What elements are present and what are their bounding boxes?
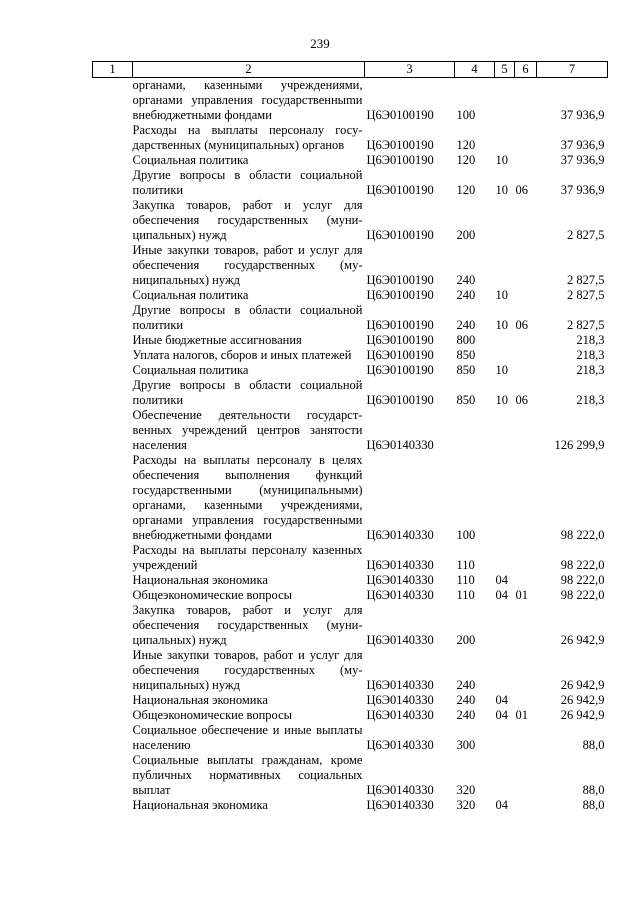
- cell-blank: [93, 78, 133, 124]
- row-name: Социальная политика: [132, 288, 249, 302]
- cell-blank: [93, 198, 133, 243]
- cell-blank: [93, 573, 133, 588]
- header-col-3: 3: [365, 62, 455, 78]
- row-amount: 88,0: [582, 783, 605, 797]
- header-col-1: 1: [93, 62, 133, 78]
- row-name: Расходы на выплаты персоналу казенных учреждений: [132, 543, 363, 572]
- row-expense-type: 240: [456, 288, 476, 302]
- table-row: [93, 288, 608, 303]
- row-subsection: [515, 288, 537, 303]
- budget-table: [92, 61, 608, 813]
- row-code: Ц6Э0100190: [366, 228, 434, 242]
- row-section: [495, 408, 515, 453]
- row-expense-type: 240: [456, 678, 476, 692]
- table-row: [93, 708, 608, 723]
- cell-blank: [93, 543, 133, 573]
- row-amount: 2 827,5: [567, 318, 605, 332]
- table-row: [93, 78, 608, 124]
- row-subsection: [515, 153, 537, 168]
- row-amount: 88,0: [582, 798, 605, 812]
- row-code: Ц6Э0100190: [366, 138, 434, 152]
- row-section: [495, 78, 515, 124]
- table-row: [93, 363, 608, 378]
- row-subsection: [515, 243, 537, 288]
- table-header: [93, 62, 608, 78]
- cell-blank: [93, 603, 133, 648]
- row-amount: 26 942,9: [560, 693, 605, 707]
- row-amount: 37 936,9: [560, 108, 605, 122]
- row-amount: 98 222,0: [560, 558, 605, 572]
- row-name: органами, казенными учреждениями, органами управления государственныmи внебюджетными фондами: [132, 78, 363, 122]
- table-row: [93, 198, 608, 243]
- row-name: Другие вопросы в области социальной политики: [132, 303, 363, 332]
- row-code: Ц6Э0100190: [366, 348, 434, 362]
- row-section: [495, 603, 515, 648]
- row-name: Национальная экономика: [132, 693, 268, 707]
- row-section: 04: [495, 588, 508, 602]
- cell-blank: [93, 723, 133, 753]
- row-name: Социальное обеспечение и иные выплаты населению: [132, 723, 363, 752]
- row-expense-type: 240: [456, 318, 476, 332]
- table-body: [93, 78, 608, 814]
- row-expense-type: 850: [456, 363, 476, 377]
- row-subsection: [515, 603, 537, 648]
- row-subsection: [515, 198, 537, 243]
- row-name: Другие вопросы в области социальной политики: [132, 378, 363, 407]
- row-subsection: 06: [515, 393, 528, 407]
- row-expense-type: 240: [456, 273, 476, 287]
- row-section: 10: [495, 318, 508, 332]
- cell-blank: [93, 708, 133, 723]
- row-code: Ц6Э0100190: [366, 288, 434, 302]
- table-row: [93, 378, 608, 408]
- row-section: [495, 198, 515, 243]
- row-subsection: [515, 123, 537, 153]
- row-subsection: 06: [515, 318, 528, 332]
- table-row: [93, 453, 608, 543]
- row-code: Ц6Э0140330: [366, 588, 434, 602]
- row-subsection: [515, 348, 537, 363]
- table-row: [93, 348, 608, 363]
- row-section: 04: [495, 798, 508, 812]
- row-expense-type: 320: [456, 783, 476, 797]
- row-expense-type: 320: [456, 798, 476, 812]
- row-name: Иные бюджетные ассигнования: [132, 333, 302, 347]
- row-code: Ц6Э0140330: [366, 708, 434, 722]
- row-subsection: [515, 333, 537, 348]
- table-row: [93, 168, 608, 198]
- row-section: [495, 123, 515, 153]
- row-section: [495, 333, 515, 348]
- row-section: 10: [495, 393, 508, 407]
- row-name: Социальная политика: [132, 363, 249, 377]
- row-expense-type: 120: [456, 153, 476, 167]
- cell-blank: [93, 648, 133, 693]
- row-expense-type: 850: [456, 348, 476, 362]
- row-code: Ц6Э0100190: [366, 393, 434, 407]
- table-row: [93, 408, 608, 453]
- row-section: [495, 348, 515, 363]
- row-amount: 26 942,9: [560, 708, 605, 722]
- row-expense-type: 850: [456, 393, 476, 407]
- row-expense-type: 300: [456, 738, 476, 752]
- row-expense-type: 200: [456, 633, 476, 647]
- row-code: Ц6Э0100190: [366, 273, 434, 287]
- row-subsection: [515, 798, 537, 813]
- row-name: Иные закупки товаров, работ и услуг для обеспечения государственных (муниципальных) нужд: [132, 243, 363, 287]
- row-subsection: [515, 693, 537, 708]
- row-subsection: [515, 723, 537, 753]
- row-expense-type: 800: [456, 333, 476, 347]
- header-col-7: 7: [537, 62, 608, 78]
- row-amount: 88,0: [582, 738, 605, 752]
- row-amount: 2 827,5: [567, 288, 605, 302]
- row-subsection: [515, 573, 537, 588]
- row-subsection: [515, 408, 537, 453]
- cell-blank: [93, 243, 133, 288]
- table-row: [93, 333, 608, 348]
- row-code: Ц6Э0140330: [366, 633, 434, 647]
- row-expense-type: 240: [456, 708, 476, 722]
- row-subsection: [515, 648, 537, 693]
- cell-blank: [93, 588, 133, 603]
- row-subsection: [515, 543, 537, 573]
- row-name: Другие вопросы в области социальной политики: [132, 168, 363, 197]
- row-code: Ц6Э0100190: [366, 153, 434, 167]
- row-section: 04: [495, 708, 508, 722]
- row-name: Обеспечение деятельности государственных учреждений центров занятости населения: [132, 408, 363, 452]
- table-row: [93, 123, 608, 153]
- row-amount: 37 936,9: [560, 183, 605, 197]
- row-section: [495, 543, 515, 573]
- row-subsection: [515, 453, 537, 543]
- cell-blank: [93, 153, 133, 168]
- row-subsection: 06: [515, 183, 528, 197]
- row-name: Расходы на выплаты персоналу в целях обеспечения выполнения функций государственными (муниципальными) органами, казенными учреждениями, органами управления государственными внебюджетными фондами: [132, 453, 363, 542]
- row-section: 10: [495, 288, 508, 302]
- row-section: 10: [495, 363, 508, 377]
- row-name: Уплата налогов, сборов и иных платежей: [132, 348, 352, 362]
- cell-blank: [93, 288, 133, 303]
- row-amount: 126 299,9: [554, 438, 605, 452]
- row-expense-type: 120: [456, 138, 476, 152]
- page-number: 239: [310, 36, 330, 51]
- row-name: Иные закупки товаров, работ и услуг для обеспечения государственных (муниципальных) нужд: [132, 648, 363, 692]
- row-section: 10: [495, 153, 508, 167]
- row-amount: 2 827,5: [567, 273, 605, 287]
- row-code: Ц6Э0140330: [366, 783, 434, 797]
- cell-blank: [93, 408, 133, 453]
- row-expense-type: 200: [456, 228, 476, 242]
- row-expense-type: [455, 408, 495, 453]
- row-amount: 37 936,9: [560, 138, 605, 152]
- row-code: Ц6Э0100190: [366, 333, 434, 347]
- row-code: Ц6Э0140330: [366, 528, 434, 542]
- cell-blank: [93, 168, 133, 198]
- row-name: Расходы на выплаты персоналу государственных (муниципальных) органов: [132, 123, 363, 152]
- row-amount: 37 936,9: [560, 153, 605, 167]
- row-name: Социальная политика: [132, 153, 249, 167]
- header-col-5: 5: [495, 62, 515, 78]
- row-section: [495, 243, 515, 288]
- row-code: Ц6Э0140330: [366, 678, 434, 692]
- row-code: Ц6Э0140330: [366, 798, 434, 812]
- table-row: [93, 648, 608, 693]
- table-row: [93, 573, 608, 588]
- row-expense-type: 120: [456, 183, 476, 197]
- row-amount: 218,3: [576, 333, 605, 347]
- row-code: Ц6Э0100190: [366, 183, 434, 197]
- row-section: 10: [495, 183, 508, 197]
- table-row: [93, 798, 608, 813]
- row-section: [495, 453, 515, 543]
- row-name: Общеэкономические вопросы: [132, 588, 293, 602]
- row-expense-type: 110: [456, 558, 475, 572]
- table-row: [93, 303, 608, 333]
- cell-blank: [93, 693, 133, 708]
- row-name: Закупка товаров, работ и услуг для обеспечения государственных (муниципальных) нужд: [132, 198, 363, 242]
- row-section: [495, 648, 515, 693]
- row-subsection: 01: [515, 588, 528, 602]
- row-code: Ц6Э0140330: [366, 558, 434, 572]
- table-row: [93, 723, 608, 753]
- row-section: 04: [495, 573, 508, 587]
- row-expense-type: 110: [456, 588, 475, 602]
- row-section: [495, 753, 515, 798]
- row-amount: 98 222,0: [560, 588, 605, 602]
- row-code: Ц6Э0100190: [366, 318, 434, 332]
- cell-blank: [93, 363, 133, 378]
- row-subsection: [515, 78, 537, 124]
- row-code: Ц6Э0140330: [366, 693, 434, 707]
- row-subsection: [515, 363, 537, 378]
- cell-blank: [93, 333, 133, 348]
- table-row: [93, 153, 608, 168]
- table-row: [93, 588, 608, 603]
- row-code: Ц6Э0100190: [366, 108, 434, 122]
- table-row: [93, 603, 608, 648]
- header-col-2: 2: [133, 62, 365, 78]
- row-amount: 2 827,5: [567, 228, 605, 242]
- row-code: Ц6Э0140330: [366, 738, 434, 752]
- row-amount: 26 942,9: [560, 633, 605, 647]
- row-code: Ц6Э0140330: [366, 438, 434, 452]
- row-amount: 26 942,9: [560, 678, 605, 692]
- cell-blank: [93, 378, 133, 408]
- cell-blank: [93, 303, 133, 333]
- row-name: Социальные выплаты гражданам, кроме публичных нормативных социальных выплат: [132, 753, 363, 797]
- row-amount: 98 222,0: [560, 528, 605, 542]
- cell-blank: [93, 753, 133, 798]
- row-section: [495, 723, 515, 753]
- row-subsection: [515, 753, 537, 798]
- row-amount: 218,3: [576, 348, 605, 362]
- cell-blank: [93, 453, 133, 543]
- row-expense-type: 100: [456, 108, 476, 122]
- row-amount: 98 222,0: [560, 573, 605, 587]
- row-name: Национальная экономика: [132, 798, 268, 812]
- row-section: 04: [495, 693, 508, 707]
- cell-blank: [93, 798, 133, 813]
- header-col-4: 4: [455, 62, 495, 78]
- cell-blank: [93, 123, 133, 153]
- row-name: Общеэкономические вопросы: [132, 708, 293, 722]
- row-subsection: 01: [515, 708, 528, 722]
- row-code: Ц6Э0100190: [366, 363, 434, 377]
- table-row: [93, 753, 608, 798]
- table-row: [93, 243, 608, 288]
- table-row: [93, 693, 608, 708]
- row-expense-type: 240: [456, 693, 476, 707]
- row-expense-type: 100: [456, 528, 476, 542]
- header-col-6: 6: [515, 62, 537, 78]
- row-amount: 218,3: [576, 393, 605, 407]
- row-name: Национальная экономика: [132, 573, 268, 587]
- row-code: Ц6Э0140330: [366, 573, 434, 587]
- row-name: Закупка товаров, работ и услуг для обеспечения государственных (муниципальных) нужд: [132, 603, 363, 647]
- cell-blank: [93, 348, 133, 363]
- table-row: [93, 543, 608, 573]
- row-expense-type: 110: [456, 573, 475, 587]
- row-amount: 218,3: [576, 363, 605, 377]
